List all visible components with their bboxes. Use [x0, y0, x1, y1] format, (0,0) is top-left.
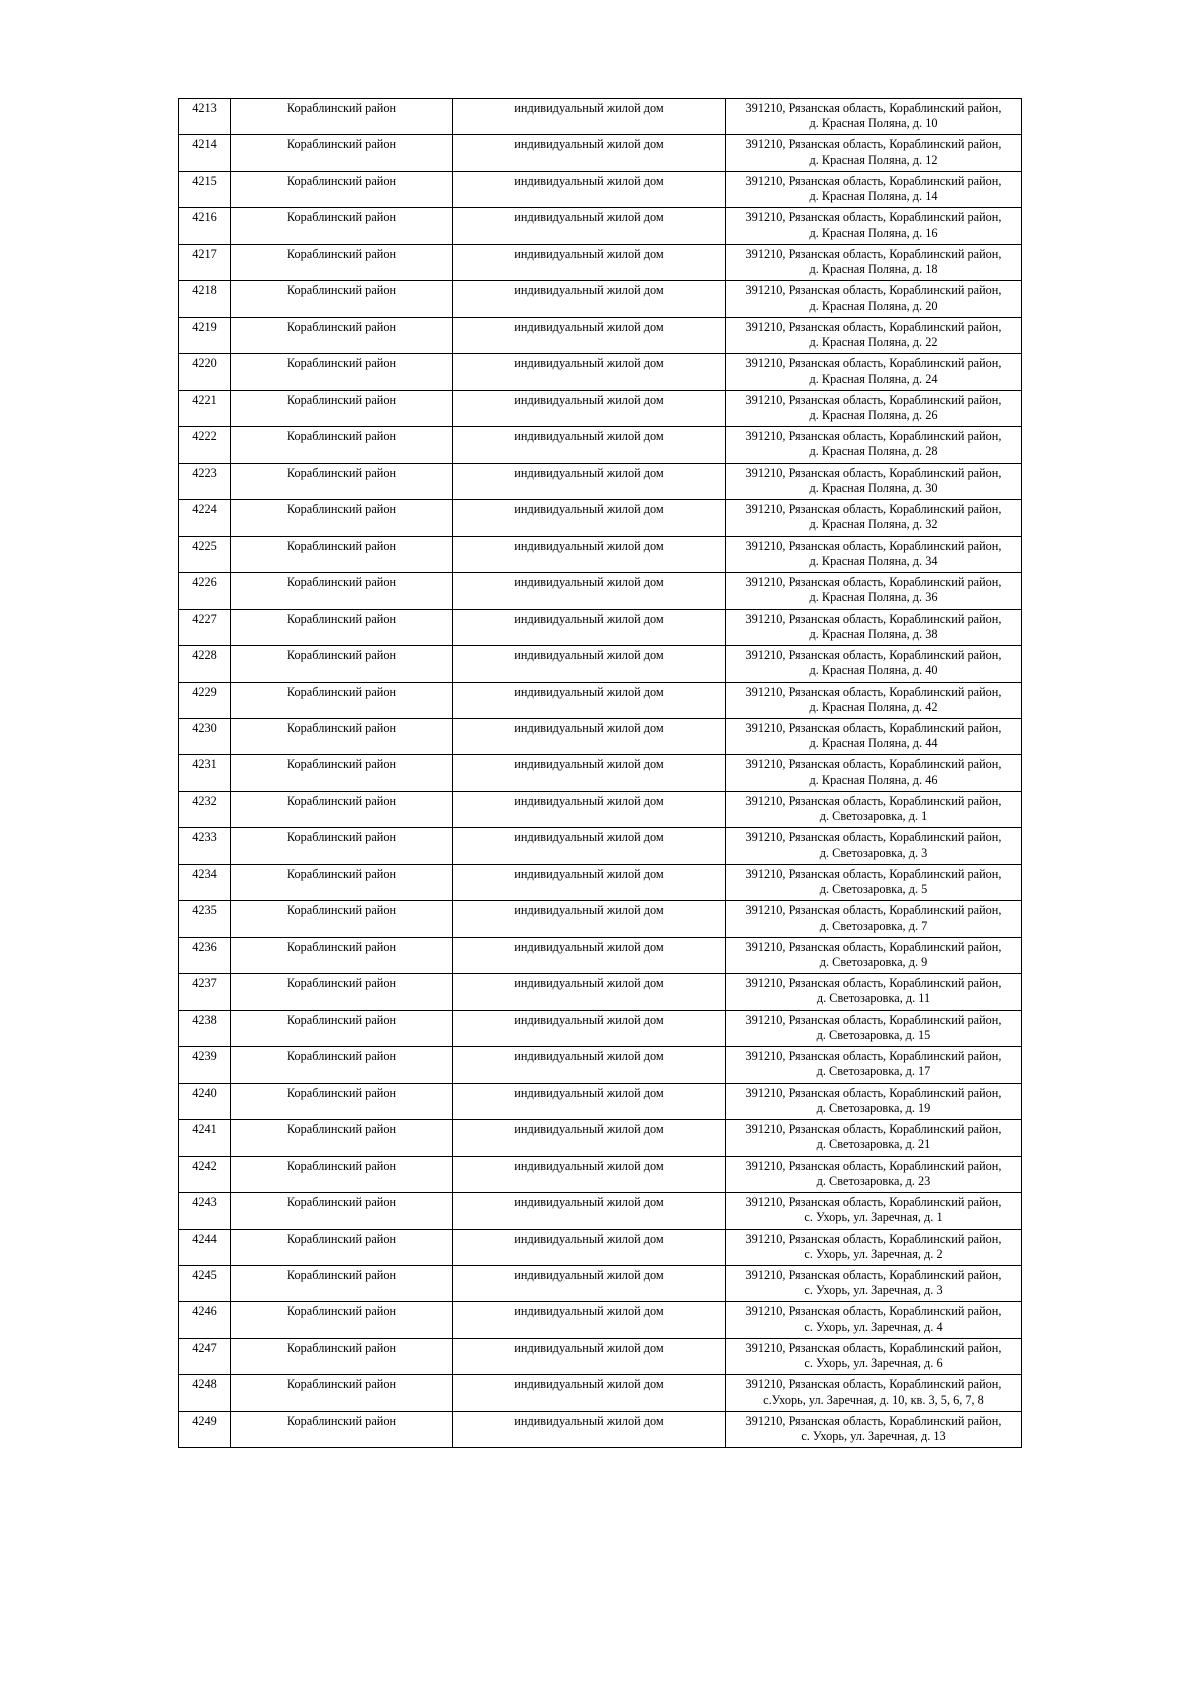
table-row: [179, 427, 1022, 463]
cell-district: Кораблинский район: [231, 135, 453, 171]
cell-object-type: индивидуальный жилой дом: [453, 1083, 726, 1119]
cell-district: Кораблинский район: [231, 974, 453, 1010]
cell-object-type: индивидуальный жилой дом: [453, 1375, 726, 1411]
table-row: [179, 828, 1022, 864]
address-line-1: 391210, Рязанская область, Кораблинский район,: [745, 101, 1002, 115]
cell-address: [726, 755, 1022, 791]
cell-address: [726, 1120, 1022, 1156]
cell-address: [726, 718, 1022, 754]
address-line-2: с. Ухорь, ул. Заречная, д. 2: [804, 1246, 943, 1261]
address-line-1: 391210, Рязанская область, Кораблинский район,: [745, 502, 1002, 517]
cell-address: [726, 390, 1022, 426]
cell-object-type: индивидуальный жилой дом: [453, 208, 726, 244]
cell-object-type: индивидуальный жилой дом: [453, 171, 726, 207]
cell-address: [726, 135, 1022, 171]
table-row: [179, 1010, 1022, 1046]
address-line-1: 391210, Рязанская область, Кораблинский район,: [745, 648, 1002, 663]
table-row: [179, 1411, 1022, 1447]
address-line-1: 391210, Рязанская область, Кораблинский район,: [745, 392, 1002, 407]
table-row: [179, 791, 1022, 827]
table-row: [179, 682, 1022, 718]
cell-address: [726, 682, 1022, 718]
cell-object-type: индивидуальный жилой дом: [453, 1156, 726, 1192]
address-line-2: д. Светозаровка, д. 7: [819, 918, 928, 933]
cell-number: 4232: [179, 791, 231, 827]
address-line-1: 391210, Рязанская область, Кораблинский район,: [745, 429, 1002, 444]
cell-number: 4242: [179, 1156, 231, 1192]
cell-district: Кораблинский район: [231, 208, 453, 244]
cell-address: [726, 864, 1022, 900]
cell-address: [726, 1156, 1022, 1192]
cell-district: Кораблинский район: [231, 1156, 453, 1192]
cell-district: Кораблинский район: [231, 1010, 453, 1046]
table-row: [179, 135, 1022, 171]
address-line-1: 391210, Рязанская область, Кораблинский район,: [745, 538, 1002, 553]
address-line-2: д. Красная Поляна, д. 40: [809, 663, 938, 678]
cell-district: Кораблинский район: [231, 1120, 453, 1156]
table-row: [179, 1156, 1022, 1192]
cell-district: Кораблинский район: [231, 609, 453, 645]
table-row: [179, 1375, 1022, 1411]
address-line-1: 391210, Рязанская область, Кораблинский район,: [745, 976, 1002, 991]
address-line-2: д. Светозаровка, д. 17: [816, 1064, 931, 1079]
cell-object-type: индивидуальный жилой дом: [453, 755, 726, 791]
address-line-1: 391210, Рязанская область, Кораблинский район,: [745, 684, 1002, 699]
cell-district: Кораблинский район: [231, 317, 453, 353]
cell-object-type: индивидуальный жилой дом: [453, 99, 726, 135]
address-line-2: д. Светозаровка, д. 23: [816, 1173, 931, 1188]
table-row: [179, 99, 1022, 135]
address-line-1: 391210, Рязанская область, Кораблинский район,: [745, 575, 1002, 590]
address-line-1: 391210, Рязанская область, Кораблинский район,: [745, 1158, 1002, 1173]
cell-district: Кораблинский район: [231, 646, 453, 682]
cell-object-type: индивидуальный жилой дом: [453, 828, 726, 864]
cell-object-type: индивидуальный жилой дом: [453, 427, 726, 463]
table-row: [179, 1229, 1022, 1265]
cell-address: [726, 1229, 1022, 1265]
cell-district: Кораблинский район: [231, 682, 453, 718]
address-line-2: с. Ухорь, ул. Заречная, д. 3: [804, 1283, 943, 1298]
cell-object-type: индивидуальный жилой дом: [453, 281, 726, 317]
cell-number: 4234: [179, 864, 231, 900]
address-line-1: 391210, Рязанская область, Кораблинский район,: [745, 1377, 1002, 1392]
cell-object-type: индивидуальный жилой дом: [453, 1411, 726, 1447]
table-row: [179, 1047, 1022, 1083]
address-line-1: 391210, Рязанская область, Кораблинский район,: [745, 757, 1002, 772]
cell-address: [726, 791, 1022, 827]
cell-number: 4247: [179, 1338, 231, 1374]
table-row: [179, 1193, 1022, 1229]
cell-district: Кораблинский район: [231, 937, 453, 973]
address-line-1: 391210, Рязанская область, Кораблинский район,: [745, 173, 1002, 188]
cell-address: [726, 1266, 1022, 1302]
cell-number: 4230: [179, 718, 231, 754]
cell-address: [726, 1375, 1022, 1411]
cell-object-type: индивидуальный жилой дом: [453, 317, 726, 353]
address-line-1: 391210, Рязанская область, Кораблинский район,: [745, 903, 1002, 918]
cell-address: [726, 354, 1022, 390]
cell-number: 4220: [179, 354, 231, 390]
cell-object-type: индивидуальный жилой дом: [453, 1266, 726, 1302]
address-line-2: д. Красная Поляна, д. 26: [809, 407, 938, 422]
table-row: [179, 1083, 1022, 1119]
table-row: [179, 244, 1022, 280]
cell-number: 4244: [179, 1229, 231, 1265]
table-row: [179, 317, 1022, 353]
cell-address: [726, 1083, 1022, 1119]
table-row: [179, 1338, 1022, 1374]
cell-object-type: индивидуальный жилой дом: [453, 682, 726, 718]
registry-table-body: [179, 99, 1022, 1448]
cell-address: [726, 427, 1022, 463]
address-line-2: с.Ухорь, ул. Заречная, д. 10, кв. 3, 5, 6, 7, 8: [763, 1392, 984, 1407]
cell-address: [726, 937, 1022, 973]
address-line-2: д. Красная Поляна, д. 46: [809, 772, 938, 787]
cell-address: [726, 573, 1022, 609]
address-line-2: с. Ухорь, ул. Заречная, д. 6: [804, 1356, 943, 1371]
cell-number: 4224: [179, 500, 231, 536]
cell-district: Кораблинский район: [231, 171, 453, 207]
address-line-1: 391210, Рязанская область, Кораблинский район,: [745, 319, 1002, 334]
cell-number: 4235: [179, 901, 231, 937]
address-line-2: д. Светозаровка, д. 15: [816, 1027, 931, 1042]
table-row: [179, 1266, 1022, 1302]
cell-number: 4217: [179, 244, 231, 280]
cell-object-type: индивидуальный жилой дом: [453, 1120, 726, 1156]
cell-address: [726, 500, 1022, 536]
cell-object-type: индивидуальный жилой дом: [453, 1338, 726, 1374]
address-line-1: 391210, Рязанская область, Кораблинский район,: [745, 866, 1002, 881]
cell-number: 4227: [179, 609, 231, 645]
cell-district: Кораблинский район: [231, 390, 453, 426]
table-row: [179, 171, 1022, 207]
address-line-2: д. Красная Поляна, д. 28: [809, 444, 938, 459]
address-line-1: 391210, Рязанская область, Кораблинский район,: [745, 793, 1002, 808]
cell-district: Кораблинский район: [231, 1266, 453, 1302]
cell-district: Кораблинский район: [231, 1411, 453, 1447]
cell-district: Кораблинский район: [231, 573, 453, 609]
table-row: [179, 1302, 1022, 1338]
cell-object-type: индивидуальный жилой дом: [453, 354, 726, 390]
table-row: [179, 354, 1022, 390]
address-line-2: д. Красная Поляна, д. 42: [809, 699, 938, 714]
table-row: [179, 281, 1022, 317]
address-line-2: д. Светозаровка, д. 21: [816, 1137, 931, 1152]
address-line-2: д. Красная Поляна, д. 24: [809, 371, 938, 386]
table-row: [179, 864, 1022, 900]
cell-object-type: индивидуальный жилой дом: [453, 864, 726, 900]
address-line-1: 391210, Рязанская область, Кораблинский район,: [745, 1304, 1002, 1319]
cell-number: 4249: [179, 1411, 231, 1447]
address-line-1: 391210, Рязанская область, Кораблинский район,: [745, 1195, 1002, 1210]
cell-district: Кораблинский район: [231, 1338, 453, 1374]
cell-address: [726, 609, 1022, 645]
cell-district: Кораблинский район: [231, 791, 453, 827]
address-line-2: д. Красная Поляна, д. 12: [809, 152, 938, 167]
address-line-1: 391210, Рязанская область, Кораблинский район,: [745, 246, 1002, 261]
cell-number: 4218: [179, 281, 231, 317]
cell-district: Кораблинский район: [231, 1047, 453, 1083]
cell-address: [726, 536, 1022, 572]
cell-district: Кораблинский район: [231, 755, 453, 791]
cell-number: 4225: [179, 536, 231, 572]
address-line-2: д. Светозаровка, д. 3: [819, 845, 928, 860]
cell-object-type: индивидуальный жилой дом: [453, 390, 726, 426]
address-line-1: 391210, Рязанская область, Кораблинский район,: [745, 611, 1002, 626]
cell-address: [726, 317, 1022, 353]
table-row: [179, 755, 1022, 791]
cell-object-type: индивидуальный жилой дом: [453, 937, 726, 973]
cell-address: [726, 1047, 1022, 1083]
table-row: [179, 536, 1022, 572]
cell-address: [726, 281, 1022, 317]
cell-number: 4219: [179, 317, 231, 353]
address-line-1: 391210, Рязанская область, Кораблинский район,: [745, 1012, 1002, 1027]
cell-address: [726, 646, 1022, 682]
address-line-1: 391210, Рязанская область, Кораблинский район,: [745, 137, 1002, 152]
cell-address: [726, 901, 1022, 937]
address-line-2: д. Красная Поляна, д. 30: [809, 480, 938, 495]
cell-number: 4239: [179, 1047, 231, 1083]
address-line-2: д. Светозаровка, д. 5: [819, 882, 928, 897]
table-row: [179, 390, 1022, 426]
cell-number: 4216: [179, 208, 231, 244]
cell-number: 4240: [179, 1083, 231, 1119]
address-line-1: 391210, Рязанская область, Кораблинский район,: [745, 210, 1002, 225]
address-line-1: 391210, Рязанская область, Кораблинский район,: [745, 1049, 1002, 1064]
cell-number: 4229: [179, 682, 231, 718]
table-row: [179, 609, 1022, 645]
address-line-2: д. Красная Поляна, д. 34: [809, 553, 938, 568]
cell-object-type: индивидуальный жилой дом: [453, 536, 726, 572]
address-line-2: д. Светозаровка, д. 11: [816, 991, 931, 1006]
cell-number: 4236: [179, 937, 231, 973]
cell-number: 4248: [179, 1375, 231, 1411]
address-line-1: 391210, Рязанская область, Кораблинский район,: [745, 939, 1002, 954]
cell-address: [726, 1411, 1022, 1447]
address-line-1: 391210, Рязанская область, Кораблинский район,: [745, 356, 1002, 371]
cell-object-type: индивидуальный жилой дом: [453, 1047, 726, 1083]
address-line-2: д. Красная Поляна, д. 14: [809, 189, 938, 204]
address-line-1: 391210, Рязанская область, Кораблинский район,: [745, 1268, 1002, 1282]
address-line-2: д. Красная Поляна, д. 20: [809, 298, 938, 313]
cell-number: 4246: [179, 1302, 231, 1338]
cell-number: 4243: [179, 1193, 231, 1229]
cell-address: [726, 208, 1022, 244]
cell-object-type: индивидуальный жилой дом: [453, 609, 726, 645]
cell-district: Кораблинский район: [231, 500, 453, 536]
cell-object-type: индивидуальный жилой дом: [453, 244, 726, 280]
address-line-2: с. Ухорь, ул. Заречная, д. 4: [804, 1319, 943, 1334]
address-line-2: д. Красная Поляна, д. 18: [809, 262, 938, 277]
address-line-2: д. Красная Поляна, д. 22: [809, 335, 938, 350]
cell-district: Кораблинский район: [231, 828, 453, 864]
address-line-2: д. Светозаровка, д. 1: [819, 809, 928, 824]
address-line-2: д. Красная Поляна, д. 10: [809, 116, 938, 131]
cell-district: Кораблинский район: [231, 1193, 453, 1229]
table-row: [179, 573, 1022, 609]
cell-object-type: индивидуальный жилой дом: [453, 791, 726, 827]
cell-object-type: индивидуальный жилой дом: [453, 646, 726, 682]
cell-number: 4233: [179, 828, 231, 864]
cell-address: [726, 463, 1022, 499]
address-line-2: д. Красная Поляна, д. 16: [809, 225, 938, 240]
address-line-1: 391210, Рязанская область, Кораблинский район,: [745, 720, 1002, 735]
cell-number: 4223: [179, 463, 231, 499]
address-line-1: 391210, Рязанская область, Кораблинский район,: [745, 465, 1002, 480]
cell-number: 4238: [179, 1010, 231, 1046]
address-line-2: д. Светозаровка, д. 19: [816, 1100, 931, 1115]
cell-address: [726, 1193, 1022, 1229]
cell-district: Кораблинский район: [231, 463, 453, 499]
cell-object-type: индивидуальный жилой дом: [453, 1010, 726, 1046]
address-line-1: 391210, Рязанская область, Кораблинский район,: [745, 1085, 1002, 1100]
cell-district: Кораблинский район: [231, 1375, 453, 1411]
cell-address: [726, 1338, 1022, 1374]
cell-object-type: индивидуальный жилой дом: [453, 463, 726, 499]
cell-district: Кораблинский район: [231, 281, 453, 317]
cell-number: 4245: [179, 1266, 231, 1302]
address-line-1: 391210, Рязанская область, Кораблинский район,: [745, 1413, 1002, 1428]
cell-number: 4221: [179, 390, 231, 426]
cell-address: [726, 828, 1022, 864]
table-row: [179, 500, 1022, 536]
cell-district: Кораблинский район: [231, 354, 453, 390]
cell-address: [726, 974, 1022, 1010]
cell-number: 4228: [179, 646, 231, 682]
address-line-2: д. Красная Поляна, д. 38: [809, 626, 938, 641]
table-row: [179, 1120, 1022, 1156]
cell-district: Кораблинский район: [231, 99, 453, 135]
cell-number: 4231: [179, 755, 231, 791]
cell-number: 4241: [179, 1120, 231, 1156]
cell-object-type: индивидуальный жилой дом: [453, 573, 726, 609]
cell-district: Кораблинский район: [231, 1302, 453, 1338]
cell-number: 4237: [179, 974, 231, 1010]
cell-number: 4214: [179, 135, 231, 171]
table-row: [179, 901, 1022, 937]
address-line-1: 391210, Рязанская область, Кораблинский район,: [745, 283, 1002, 298]
cell-object-type: индивидуальный жилой дом: [453, 718, 726, 754]
table-row: [179, 646, 1022, 682]
cell-address: [726, 244, 1022, 280]
address-line-2: д. Красная Поляна, д. 32: [809, 517, 938, 532]
cell-district: Кораблинский район: [231, 864, 453, 900]
cell-district: Кораблинский район: [231, 1083, 453, 1119]
table-row: [179, 463, 1022, 499]
address-line-2: с. Ухорь, ул. Заречная, д. 13: [801, 1429, 946, 1444]
cell-district: Кораблинский район: [231, 536, 453, 572]
registry-table: [178, 98, 1022, 1448]
cell-object-type: индивидуальный жилой дом: [453, 974, 726, 1010]
table-row: [179, 718, 1022, 754]
cell-address: [726, 171, 1022, 207]
cell-address: [726, 99, 1022, 135]
address-line-1: 391210, Рязанская область, Кораблинский район,: [745, 1122, 1002, 1137]
cell-number: 4215: [179, 171, 231, 207]
cell-object-type: индивидуальный жилой дом: [453, 1302, 726, 1338]
cell-object-type: индивидуальный жилой дом: [453, 1229, 726, 1265]
cell-address: [726, 1010, 1022, 1046]
cell-number: 4213: [179, 99, 231, 135]
address-line-2: д. Красная Поляна, д. 44: [809, 736, 938, 751]
table-row: [179, 974, 1022, 1010]
cell-district: Кораблинский район: [231, 244, 453, 280]
address-line-2: с. Ухорь, ул. Заречная, д. 1: [804, 1210, 943, 1225]
address-line-1: 391210, Рязанская область, Кораблинский район,: [745, 1231, 1002, 1246]
table-row: [179, 937, 1022, 973]
cell-number: 4222: [179, 427, 231, 463]
address-line-1: 391210, Рязанская область, Кораблинский район,: [745, 830, 1002, 845]
cell-object-type: индивидуальный жилой дом: [453, 135, 726, 171]
cell-object-type: индивидуальный жилой дом: [453, 1193, 726, 1229]
cell-object-type: индивидуальный жилой дом: [453, 500, 726, 536]
cell-district: Кораблинский район: [231, 901, 453, 937]
cell-number: 4226: [179, 573, 231, 609]
cell-district: Кораблинский район: [231, 718, 453, 754]
address-line-2: д. Светозаровка, д. 9: [819, 955, 928, 970]
address-line-2: д. Красная Поляна, д. 36: [809, 590, 938, 605]
cell-district: Кораблинский район: [231, 1229, 453, 1265]
cell-object-type: индивидуальный жилой дом: [453, 901, 726, 937]
table-row: [179, 208, 1022, 244]
cell-district: Кораблинский район: [231, 427, 453, 463]
address-line-1: 391210, Рязанская область, Кораблинский район,: [745, 1340, 1002, 1355]
cell-address: [726, 1302, 1022, 1338]
